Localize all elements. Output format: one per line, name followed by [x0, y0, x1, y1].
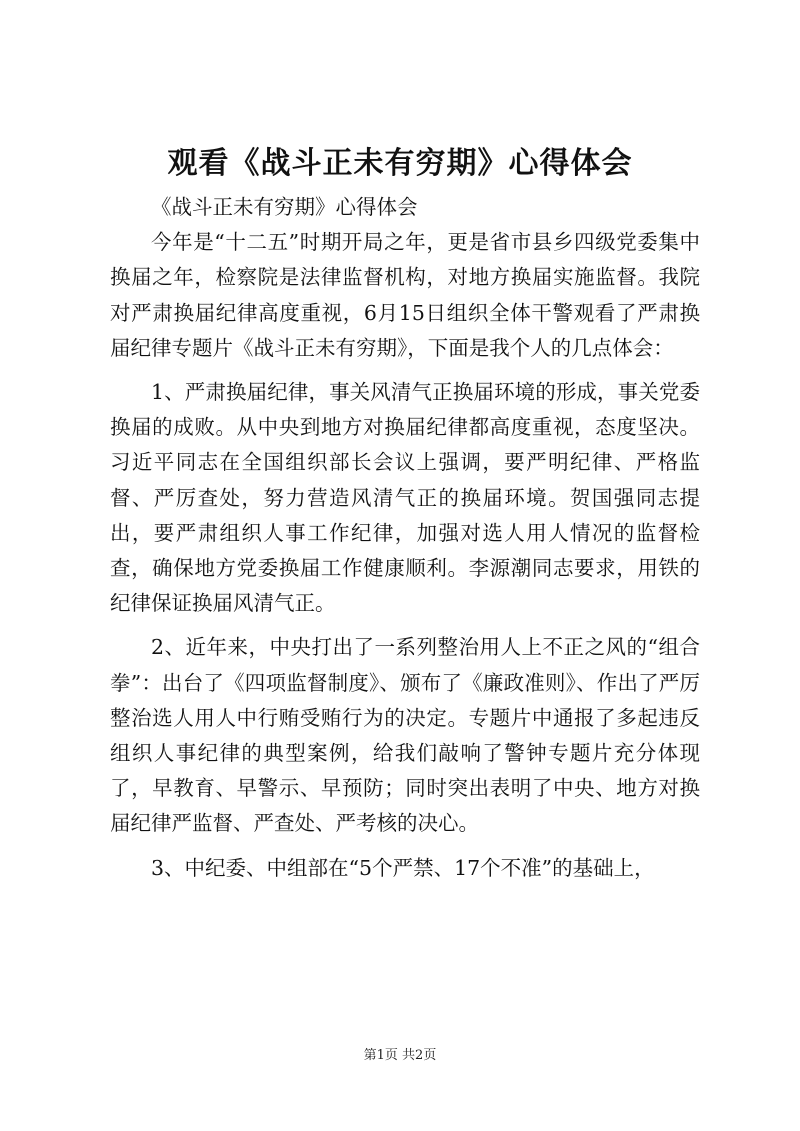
document-body — [110, 190, 700, 886]
paragraph-point-3: 3、中纪委、中组部在“5个严禁、17个不准”的基础上， — [151, 855, 655, 880]
document-subtitle: 《战斗正未有穷期》心得体会 — [151, 195, 418, 219]
page-footer: 第1页 共2页 — [363, 1048, 437, 1063]
paragraph-intro: 今年是“十二五”时期开局之年，更是省市县乡四级党委集中换届之年，检察院是法律监督机构，对地方换届实施监督。我院对严肃换届纪律高度重视，6月15日组织全体干警观看了严肃换届纪律专题片《战斗正未有穷期》，下面是我个人的几点体会： — [110, 230, 700, 360]
document-title: 观看《战斗正未有穷期》心得体会 — [167, 146, 633, 181]
paragraph-point-2: 2、近年来，中央打出了一系列整治用人上不正之风的“组合拳”：出台了《四项监督制度》、颁布了《廉政准则》、作出了严厉整治选人用人中行贿受贿行为的决定。专题片中通报了多起违反组织人事纪律的典型案例，给我们敲响了警钟专题片充分体现了，早教育、早警示、早预防；同时突出表明了中央、地方对换届纪律严监督、严查处、严考核的决心。 — [110, 635, 700, 836]
paragraph-point-1: 1、严肃换届纪律，事关风清气正换届环境的形成，事关党委换届的成败。从中央到地方对换届纪律都高度重视，态度坚决。习近平同志在全国组织部长会议上强调，要严明纪律、严格监督、严厉查处，努力营造风清气正的换届环境。贺国强同志提出，要严肃组织人事工作纪律，加强对选人用人情况的监督检查，确保地方党委换届工作健康顺利。李源潮同志要求，用铁的纪律保证换届风清气正。 — [110, 380, 700, 616]
